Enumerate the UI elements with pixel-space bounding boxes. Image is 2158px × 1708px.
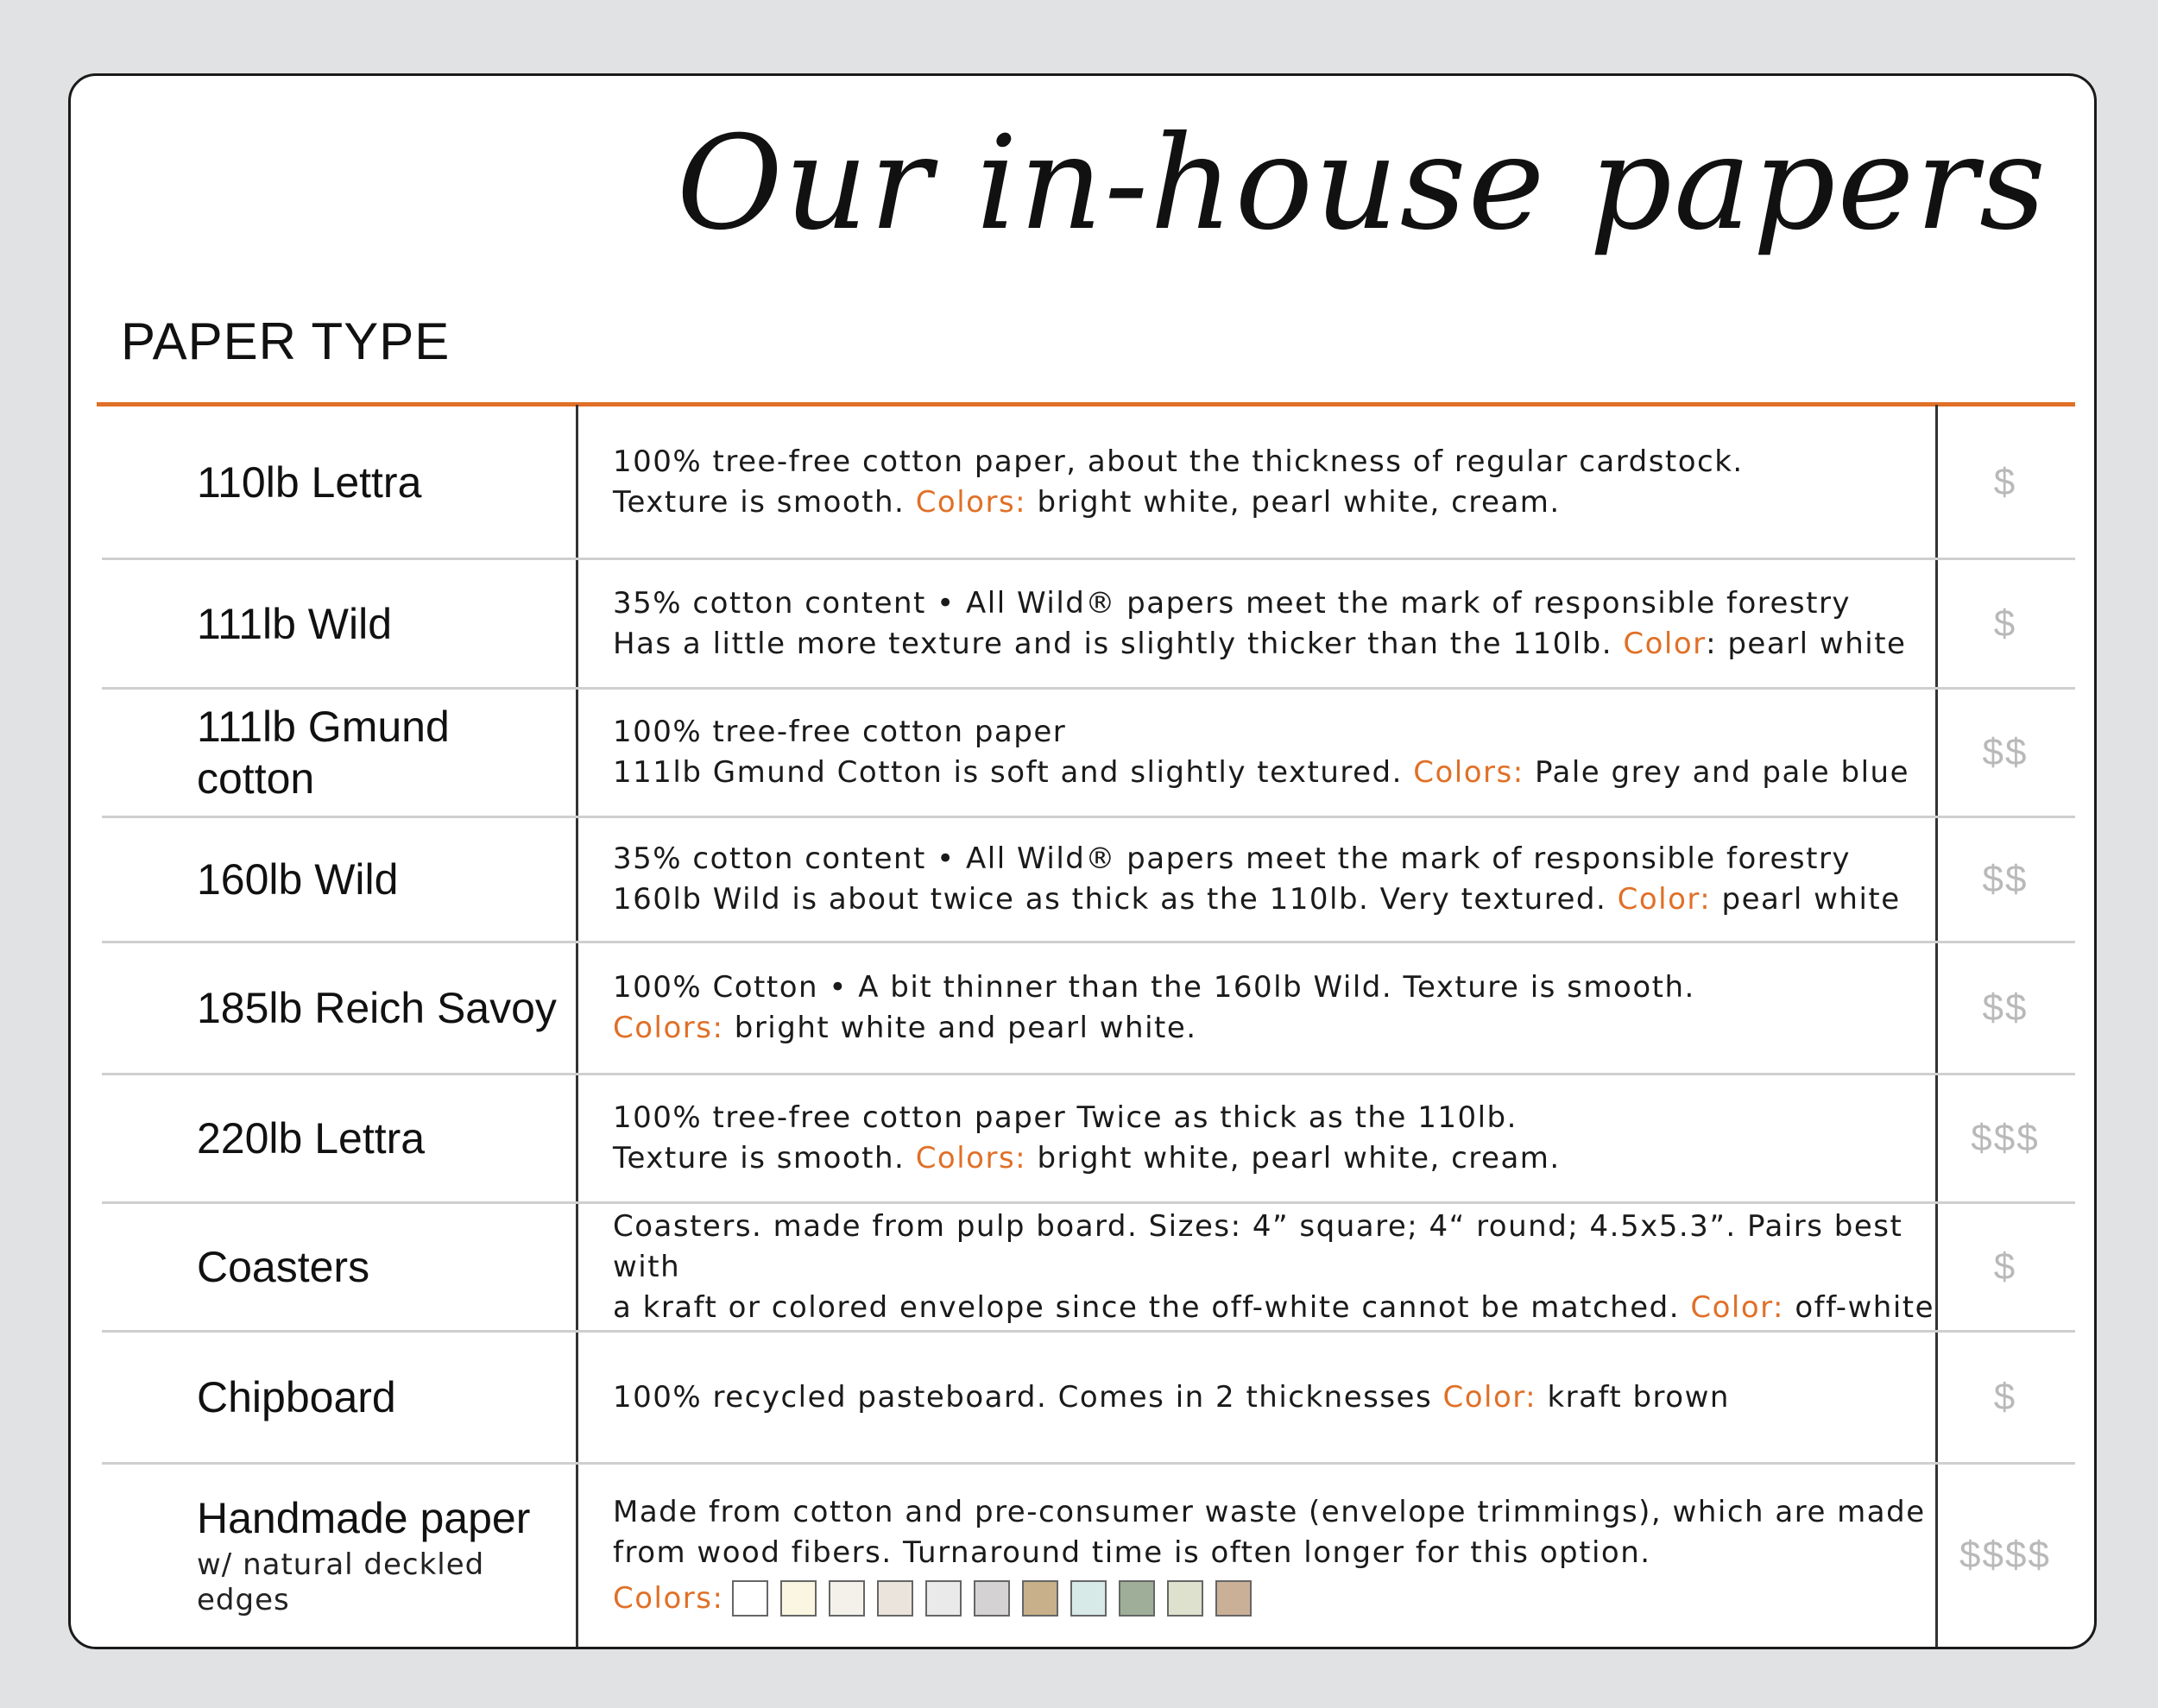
colors-label: Color: (1617, 882, 1712, 917)
description-line: 100% tree-free cotton paper (613, 715, 1067, 749)
table-row (102, 943, 2075, 1075)
price-indicator: $$ (1982, 731, 2029, 773)
table-row (102, 407, 2075, 560)
price-indicator: $$ (1982, 858, 2029, 900)
description-line: Texture is smooth. (613, 1141, 905, 1175)
price-indicator: $ (1993, 1245, 2017, 1288)
price-indicator: $ (1993, 1376, 2017, 1418)
description-line: 100% recycled pasteboard. Comes in 2 thicknesses (613, 1379, 1433, 1415)
paper-name: 185lb Reich Savoy (197, 984, 557, 1032)
colors-label: Colors: (1413, 755, 1524, 790)
paper-card (68, 73, 2097, 1649)
price-indicator: $$ (1982, 986, 2029, 1029)
colors-label: Color (1623, 626, 1707, 661)
colors-value: bright white and pearl white. (734, 1011, 1197, 1045)
paper-name: 111lb Wild (197, 599, 393, 648)
price-indicator: $$$$ (1959, 1534, 2051, 1576)
colors-value: bright white, pearl white, cream. (1037, 1141, 1561, 1175)
table-row (102, 1075, 2075, 1204)
paper-name: Chipboard (197, 1373, 396, 1421)
color-swatch (1215, 1580, 1252, 1617)
description-line: Coasters. made from pulp board. Sizes: 4” square; 4“ round; 4.5x5.3”. Pairs best with (613, 1208, 1903, 1284)
description-line: from wood fibers. Turnaround time is often longer for this option. (613, 1535, 1651, 1570)
description-line: 100% tree-free cotton paper Twice as thick as the 110lb. (613, 1100, 1518, 1135)
price-indicator: $$$ (1971, 1117, 2040, 1159)
description-line: Texture is smooth. (613, 484, 905, 520)
table-row (102, 1204, 2075, 1333)
colors-value: off-white (1795, 1289, 1935, 1325)
paper-subtitle: w/ natural deckled edges (197, 1547, 485, 1617)
paper-name: 220lb Lettra (197, 1114, 426, 1163)
paper-name: 111lb Gmund cotton (197, 703, 450, 803)
color-swatch (1022, 1580, 1058, 1617)
colors-label: Colors: (613, 1580, 724, 1616)
color-swatch (974, 1580, 1010, 1617)
table-row (102, 1465, 2075, 1646)
description-line: 35% cotton content • All Wild® papers meet the mark of responsible forestry (613, 841, 1852, 876)
table-row (102, 690, 2075, 818)
table-row (102, 1333, 2075, 1465)
colors-value: kraft brown (1547, 1379, 1730, 1415)
color-swatch (1070, 1580, 1107, 1617)
color-swatch (780, 1580, 817, 1617)
colors-label: Color: (1442, 1379, 1537, 1415)
paper-table (102, 407, 2075, 1646)
colors-label: Colors: (915, 1141, 1027, 1175)
price-indicator: $ (1993, 602, 2017, 645)
colors-label: Color: (1690, 1289, 1784, 1325)
paper-name: Coasters (197, 1243, 370, 1291)
paper-name: Handmade paper (197, 1494, 531, 1543)
color-swatch (1167, 1580, 1203, 1617)
colors-label: Colors: (915, 484, 1027, 520)
color-swatch (1119, 1580, 1155, 1617)
color-swatch (829, 1580, 865, 1617)
color-swatch (925, 1580, 962, 1617)
colors-value: : pearl white (1706, 626, 1907, 661)
table-row (102, 560, 2075, 690)
color-swatch (877, 1580, 913, 1617)
color-swatch (732, 1580, 768, 1617)
paper-name: 160lb Wild (197, 855, 399, 904)
description-line: Made from cotton and pre-consumer waste (envelope trimmings), which are made (613, 1494, 1926, 1529)
description-line: 35% cotton content • All Wild® papers meet the mark of responsible forestry (613, 585, 1852, 621)
table-row (102, 818, 2075, 943)
description-line: 100% Cotton • A bit thinner than the 160lb Wild. Texture is smooth. (613, 970, 1695, 1005)
description-line: Has a little more texture and is slightly thicker than the 110lb. (613, 626, 1613, 661)
color-swatches (613, 1579, 1935, 1619)
description-line: a kraft or colored envelope since the off-white cannot be matched. (613, 1289, 1681, 1325)
colors-value: Pale grey and pale blue (1535, 755, 1910, 790)
description-line: 111lb Gmund Cotton is soft and slightly textured. (613, 755, 1403, 790)
colors-value: pearl white (1721, 882, 1901, 917)
paper-name: 110lb Lettra (197, 457, 422, 507)
description-line: 160lb Wild is about twice as thick as the 110lb. Very textured. (613, 882, 1607, 917)
colors-value: bright white, pearl white, cream. (1037, 484, 1561, 520)
page-title: Our in-house papers (676, 109, 2048, 259)
colors-label: Colors: (613, 1011, 724, 1045)
description-line: 100% tree-free cotton paper, about the thickness of regular cardstock. (613, 444, 1744, 479)
paper-type-heading: PAPER TYPE (121, 312, 451, 370)
price-indicator: $ (1993, 460, 2017, 503)
